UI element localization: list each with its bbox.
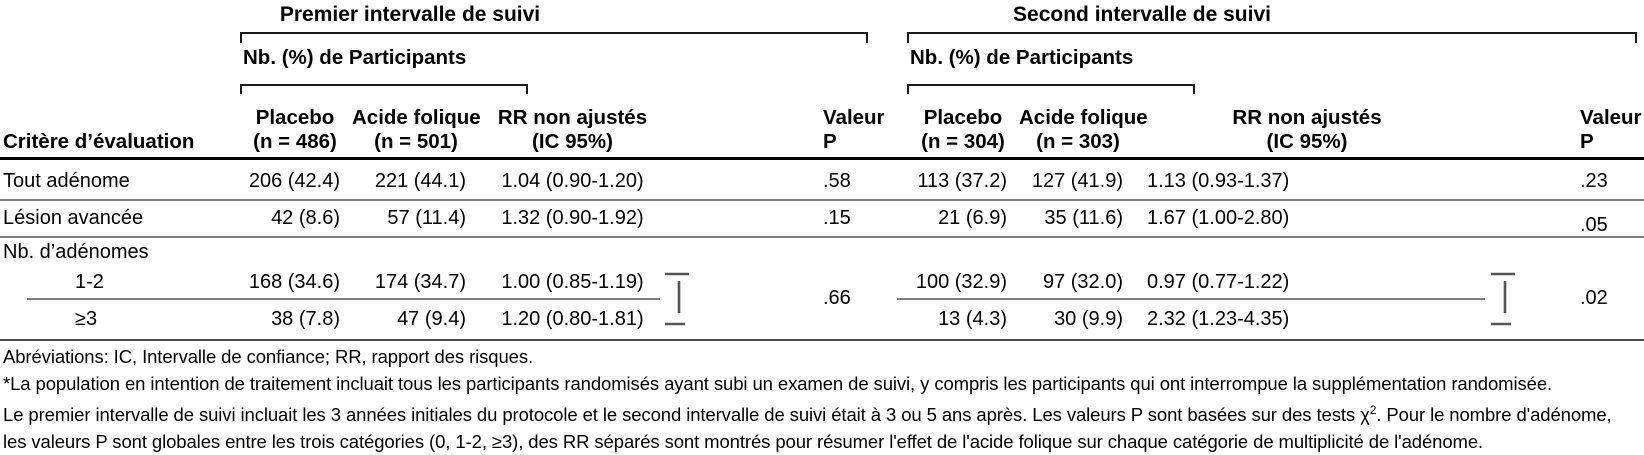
col-header-pvalue-second-line1: Valeur (1580, 106, 1642, 129)
cell-pvalue-second: .23 (1580, 169, 1608, 192)
cell-placebo-second: 13 (4.3) (938, 307, 1007, 330)
participants-rule-second-right-tick (1193, 85, 1195, 94)
col-header-rr-second-line2: (IC 95%) (1266, 130, 1348, 153)
cell-rr-first: 1.04 (0.90-1.20) (501, 169, 644, 192)
cell-folic-first: 47 (9.4) (397, 307, 466, 330)
table-row-nb-adenomes (0, 238, 1644, 266)
footnote-pvalues: les valeurs P sont globales entre les trois catégories (0, 1-2, ≥3), des RR séparés sont montrés pour résumer l'effet de l'acide folique sur chaque catégorie de multiplicité de l'adénome. (3, 431, 1484, 453)
cell-rr-first: 1.32 (0.90-1.92) (501, 206, 644, 229)
group-rule-second (907, 32, 1637, 34)
cell-folic-second: 35 (11.6) (1044, 206, 1123, 229)
col-header-folic-second-line1: Acide folique (1019, 106, 1148, 129)
cell-folic-second: 30 (9.9) (1054, 307, 1123, 330)
participants-rule-second-left-tick (907, 85, 909, 94)
group-rule-first-left-tick (240, 33, 242, 43)
col-header-pvalue-first-line2: P (823, 130, 837, 153)
cell-rr-first: 1.00 (0.85-1.19) (501, 270, 644, 293)
p-group-bracket-icon (1489, 271, 1519, 327)
row-label: 1-2 (75, 270, 104, 293)
col-header-pvalue-second-line2: P (1580, 130, 1594, 153)
col-header-placebo-second (907, 106, 1019, 154)
col-header-rr-first-line1: RR non ajustés (497, 106, 648, 129)
footnote-intervals (3, 397, 1644, 428)
col-header-rr-second (1137, 106, 1477, 154)
group-rule-first-right-tick (866, 33, 868, 43)
cell-rr-first: 1.20 (0.80-1.81) (501, 307, 644, 330)
participants-header-first: Nb. (%) de Participants (243, 46, 467, 69)
table-row-ge3 (0, 299, 1644, 339)
footnote-intervals-text: Le premier intervalle de suivi incluait les 3 années initiales du protocole et le second intervalle de suivi était à 3 ou 5 ans après. Les valeurs P sont basées sur des tests χ (3, 404, 1370, 426)
group-rule-second-left-tick (907, 33, 909, 43)
col-header-folic-second (1019, 106, 1148, 154)
footnotes (3, 343, 1644, 455)
cell-rr-second: 2.32 (1.23-4.35) (1147, 307, 1290, 330)
participants-rule-first-left-tick (240, 85, 242, 94)
cell-placebo-first: 206 (42.4) (248, 169, 340, 192)
participants-rule-first (240, 84, 528, 86)
cell-folic-second: 127 (41.9) (1031, 169, 1123, 192)
participants-rule-second (907, 84, 1195, 86)
cell-rr-second: 1.67 (1.00-2.80) (1147, 206, 1290, 229)
col-header-folic-first (352, 106, 480, 154)
grouped-pvalue-first: .66 (823, 287, 851, 309)
cell-folic-second: 97 (32.0) (1042, 270, 1123, 293)
cell-pvalue-first: .58 (823, 169, 851, 192)
col-header-pvalue-first-line1: Valeur (823, 106, 885, 129)
col-header-rr-second-line1: RR non ajustés (1232, 106, 1382, 129)
row-label: Lésion avancée (3, 206, 144, 229)
participants-header-second: Nb. (%) de Participants (910, 46, 1134, 69)
cell-pvalue-second: .05 (1580, 213, 1608, 236)
cell-placebo-second: 113 (37.2) (917, 169, 1007, 192)
col-header-folic-first-line2: (n = 501) (374, 130, 458, 153)
row-label: Tout adénome (3, 169, 130, 192)
col-header-folic-first-line1: Acide folique (352, 106, 481, 129)
table-bottom-rule (0, 339, 1644, 341)
cell-placebo-first: 38 (7.8) (271, 307, 340, 330)
cell-rr-second: 0.97 (0.77-1.22) (1147, 270, 1290, 293)
cell-placebo-second: 100 (32.9) (915, 270, 1007, 293)
header-rule (0, 157, 1644, 160)
footnote-population: *La population en intention de traitement incluait tous les participants randomisés ayant subi un examen de suivi, y compris les participants qui ont interrompue la supplémentation randomisée. (3, 373, 1553, 394)
group-title-first-interval: Premier intervalle de suivi (279, 3, 541, 26)
footnote-abbreviations: Abréviations: IC, Intervalle de confiance; RR, rapport des risques. (3, 346, 534, 367)
group-title-second-interval: Second intervalle de suivi (1013, 3, 1271, 26)
cell-placebo-first: 42 (8.6) (271, 206, 340, 229)
col-header-placebo-second-line1: Placebo (923, 106, 1003, 129)
group-rule-first (240, 32, 868, 34)
footnote-intervals-text-end: . Pour le nombre d'adénome, (1376, 404, 1612, 426)
group-rule-second-right-tick (1635, 33, 1637, 43)
col-header-criterion: Critère d’évaluation (3, 130, 195, 153)
col-header-placebo-second-line2: (n = 304) (921, 130, 1005, 153)
grouped-pvalue-second: .02 (1580, 287, 1608, 309)
participants-rule-first-right-tick (526, 85, 528, 94)
column-header-row (0, 94, 1644, 154)
col-header-placebo-first (238, 106, 352, 154)
cell-rr-second: 1.13 (0.93-1.37) (1147, 169, 1290, 192)
cell-pvalue-first: .15 (823, 206, 851, 229)
table-row-tout-adenome (0, 163, 1644, 199)
col-header-placebo-first-line1: Placebo (255, 106, 335, 129)
table-row-1-2 (0, 266, 1644, 298)
row-label: ≥3 (75, 307, 98, 330)
cell-placebo-first: 168 (34.6) (248, 270, 340, 293)
cell-placebo-second: 21 (6.9) (938, 206, 1007, 229)
table-row-lesion-avancee (0, 200, 1644, 236)
col-header-pvalue-second (1532, 106, 1644, 154)
cell-folic-first: 174 (34.7) (374, 270, 466, 293)
col-header-rr-first-line2: (IC 95%) (532, 130, 613, 153)
col-header-placebo-first-line2: (n = 486) (253, 130, 337, 153)
col-header-folic-second-line2: (n = 303) (1036, 130, 1120, 153)
cell-folic-first: 57 (11.4) (387, 206, 466, 229)
col-header-pvalue-first (695, 106, 885, 154)
chi-square-superscript: 2 (1369, 403, 1377, 417)
section-row-label: Nb. d’adénomes (3, 240, 149, 263)
p-group-bracket-icon (663, 271, 693, 327)
cell-folic-first: 221 (44.1) (374, 169, 466, 192)
col-header-rr-first (480, 106, 665, 154)
